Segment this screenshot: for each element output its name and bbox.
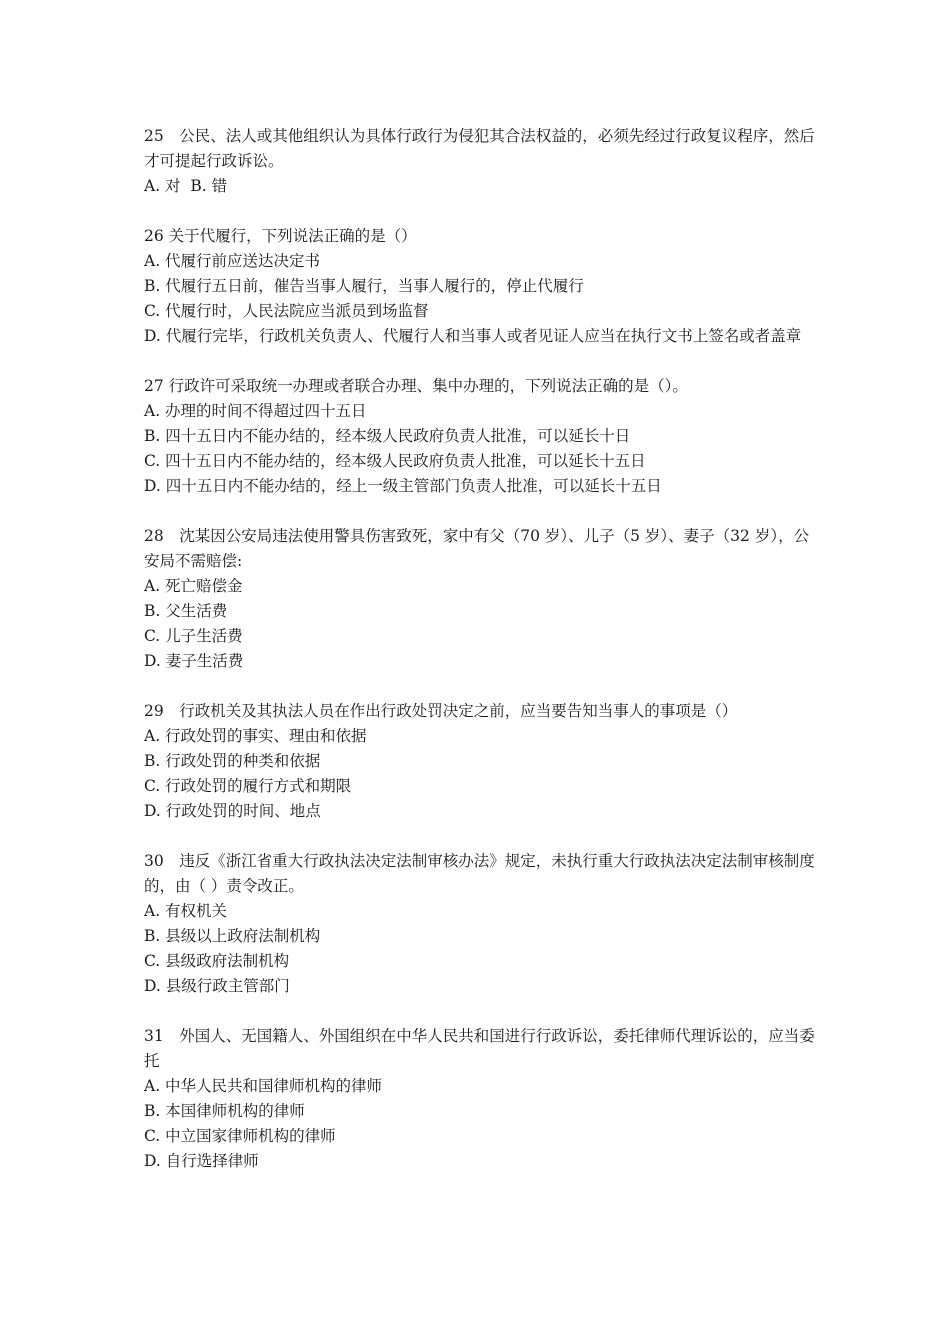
question-list xyxy=(144,124,824,1199)
question-block xyxy=(144,524,824,674)
answer-option: A. 死亡赔偿金 xyxy=(144,577,243,595)
question-block xyxy=(144,699,824,824)
question-block xyxy=(144,374,824,499)
answer-option: A. 对 B. 错 xyxy=(144,177,228,195)
question-block xyxy=(144,1024,824,1174)
question-block xyxy=(144,224,824,349)
question-stem: 26 关于代履行，下列说法正确的是（） xyxy=(144,227,417,245)
answer-option: B. 四十五日内不能办结的，经本级人民政府负责人批准，可以延长十日 xyxy=(144,427,631,445)
answer-option: C. 中立国家律师机构的律师 xyxy=(144,1127,336,1145)
answer-option: A. 有权机关 xyxy=(144,902,228,920)
answer-option: C. 代履行时，人民法院应当派员到场监督 xyxy=(144,302,429,320)
question-stem: 30 违反《浙江省重大行政执法决定法制审核办法》规定，未执行重大行政执法决定法制审核制度的，由（ ）责令改正。 xyxy=(144,852,815,895)
answer-option: B. 父生活费 xyxy=(144,602,228,620)
answer-option: D. 行政处罚的时间、地点 xyxy=(144,802,321,820)
answer-option: A. 中华人民共和国律师机构的律师 xyxy=(144,1077,383,1095)
answer-option: A. 行政处罚的事实、理由和依据 xyxy=(144,727,367,745)
answer-option: B. 本国律师机构的律师 xyxy=(144,1102,305,1120)
question-stem: 25 公民、法人或其他组织认为具体行政行为侵犯其合法权益的，必须先经过行政复议程序，然后才可提起行政诉讼。 xyxy=(144,127,815,170)
answer-option: C. 儿子生活费 xyxy=(144,627,243,645)
answer-option: C. 四十五日内不能办结的，经本级人民政府负责人批准，可以延长十五日 xyxy=(144,452,646,470)
answer-option: D. 自行选择律师 xyxy=(144,1152,259,1170)
question-stem: 27 行政许可采取统一办理或者联合办理、集中办理的，下列说法正确的是（）。 xyxy=(144,377,688,395)
answer-option: A. 办理的时间不得超过四十五日 xyxy=(144,402,367,420)
answer-option: B. 县级以上政府法制机构 xyxy=(144,927,321,945)
question-stem: 31 外国人、无国籍人、外国组织在中华人民共和国进行行政诉讼，委托律师代理诉讼的，应当委托 xyxy=(144,1027,815,1070)
answer-option: A. 代履行前应送达决定书 xyxy=(144,252,321,270)
answer-option: D. 四十五日内不能办结的，经上一级主管部门负责人批准，可以延长十五日 xyxy=(144,477,662,495)
answer-option: B. 代履行五日前，催告当事人履行，当事人履行的，停止代履行 xyxy=(144,277,584,295)
answer-option: B. 行政处罚的种类和依据 xyxy=(144,752,321,770)
question-stem: 28 沈某因公安局违法使用警具伤害致死，家中有父（70 岁）、儿子（5 岁）、妻子（32 岁），公安局不需赔偿: xyxy=(144,527,810,570)
answer-option: C. 县级政府法制机构 xyxy=(144,952,290,970)
question-block xyxy=(144,849,824,999)
answer-option: D. 妻子生活费 xyxy=(144,652,244,670)
question-block xyxy=(144,124,824,199)
answer-option: C. 行政处罚的履行方式和期限 xyxy=(144,777,352,795)
answer-option: D. 县级行政主管部门 xyxy=(144,977,290,995)
question-stem: 29 行政机关及其执法人员在作出行政处罚决定之前，应当要告知当事人的事项是（） xyxy=(144,702,738,720)
answer-option: D. 代履行完毕，行政机关负责人、代履行人和当事人或者见证人应当在执行文书上签名或者盖章 xyxy=(144,327,802,345)
